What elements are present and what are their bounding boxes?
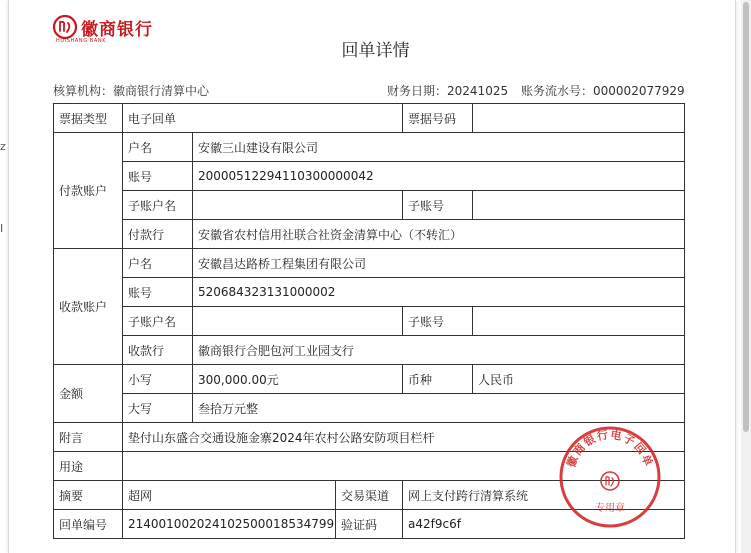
- table-row: [54, 307, 685, 336]
- bank-name-cn: 徽商银行: [81, 20, 153, 40]
- stamp-logo-icon: [601, 472, 619, 490]
- summary-label: 摘要: [54, 481, 123, 510]
- payer-name-label: 户名: [123, 133, 193, 162]
- amount-small-value: 300,000.00元: [193, 365, 403, 394]
- channel-value: 网上支付跨行清算系统: [403, 481, 685, 510]
- payer-sub-account-value: [473, 191, 685, 220]
- receipt-type-value: 电子回单: [123, 104, 403, 133]
- amount-big-value: 叁拾万元整: [193, 394, 685, 423]
- financial-date-label: 财务日期：: [387, 84, 448, 98]
- postscript-value: 垫付山东盛合交通设施金寨2024年农村公路安防项目栏杆: [123, 423, 685, 452]
- payee-bank-value: 徽商银行合肥包河工业园支行: [193, 336, 685, 365]
- purpose-label: 用途: [54, 452, 123, 481]
- channel-label: 交易渠道: [336, 481, 403, 510]
- table-row: [54, 365, 685, 394]
- table-row: [54, 249, 685, 278]
- receipt-number-value: 21400100202410250001853479​9: [123, 510, 336, 539]
- payer-sub-name-value: [193, 191, 403, 220]
- edge-fragment: I: [0, 222, 4, 235]
- table-row: [54, 220, 685, 249]
- bank-name-en: HUISHANG BANK: [56, 38, 107, 44]
- payer-bank-label: 付款行: [123, 220, 193, 249]
- payee-name-label: 户名: [123, 249, 193, 278]
- table-row: [54, 336, 685, 365]
- table-row: [54, 191, 685, 220]
- payer-account-label: 账号: [123, 162, 193, 191]
- page-title: 回单详情: [341, 41, 410, 61]
- payee-name-value: 安徽昌达路桥工程集团有限公司: [193, 249, 685, 278]
- financial-date-value: 20241025: [447, 84, 509, 98]
- serial-number-label: 账务流水号：: [521, 84, 594, 98]
- payer-account-value: 20000512294110300000042: [193, 162, 685, 191]
- payee-sub-account-label: 子账号: [403, 307, 473, 336]
- accounting-org: [53, 82, 209, 99]
- payer-sub-account-label: 子账号: [403, 191, 473, 220]
- table-row: [54, 394, 685, 423]
- accounting-org-label: 核算机构：: [53, 84, 114, 98]
- payer-bank-value: 安徽省农村信用社联合社资金清算中心（不转汇）: [193, 220, 685, 249]
- receipt-type-label: 票据类型: [54, 104, 123, 133]
- payer-sub-name-label: 子账户名: [123, 191, 193, 220]
- payee-account-value: 520684323131000002: [193, 278, 685, 307]
- edge-fragment: z: [0, 140, 6, 153]
- payer-section-label: 付款账户: [54, 133, 123, 249]
- receipt-no-label: 票据号码: [403, 104, 473, 133]
- table-row: [54, 133, 685, 162]
- serial-number-value: 000002077929: [593, 84, 685, 98]
- stamp-subtext: 专用章: [595, 503, 625, 514]
- table-row: [54, 162, 685, 191]
- receipt-number-label: 回单编号: [54, 510, 123, 539]
- svg-text:徽商银行电子回单: [564, 427, 657, 469]
- payer-name-value: 安徽三山建设有限公司: [193, 133, 685, 162]
- amount-section-label: 金额: [54, 365, 123, 423]
- payee-sub-name-value: [193, 307, 403, 336]
- currency-value: 人民币: [473, 365, 685, 394]
- verify-code-value: a42f9c6f: [403, 510, 685, 539]
- payee-sub-account-value: [473, 307, 685, 336]
- summary-value: 超网: [123, 481, 336, 510]
- amount-big-label: 大写: [123, 394, 193, 423]
- payee-section-label: 收款账户: [54, 249, 123, 365]
- table-row: [54, 278, 685, 307]
- official-stamp: [558, 425, 662, 529]
- table-row: [54, 104, 685, 133]
- payee-account-label: 账号: [123, 278, 193, 307]
- payee-bank-label: 收款行: [123, 336, 193, 365]
- verify-code-label: 验证码: [336, 510, 403, 539]
- currency-label: 币种: [403, 365, 473, 394]
- scrollbar-thumb[interactable]: [743, 2, 749, 432]
- payee-sub-name-label: 子账户名: [123, 307, 193, 336]
- postscript-label: 附言: [54, 423, 123, 452]
- accounting-org-value: 徽商银行清算中心: [113, 84, 210, 98]
- stamp-text: 徽商银行电子回单: [564, 428, 656, 470]
- vertical-scrollbar[interactable]: [741, 0, 751, 553]
- financial-date: [387, 82, 508, 99]
- receipt-no-value: [473, 104, 685, 133]
- amount-small-label: 小写: [123, 365, 193, 394]
- serial-number: [521, 82, 685, 99]
